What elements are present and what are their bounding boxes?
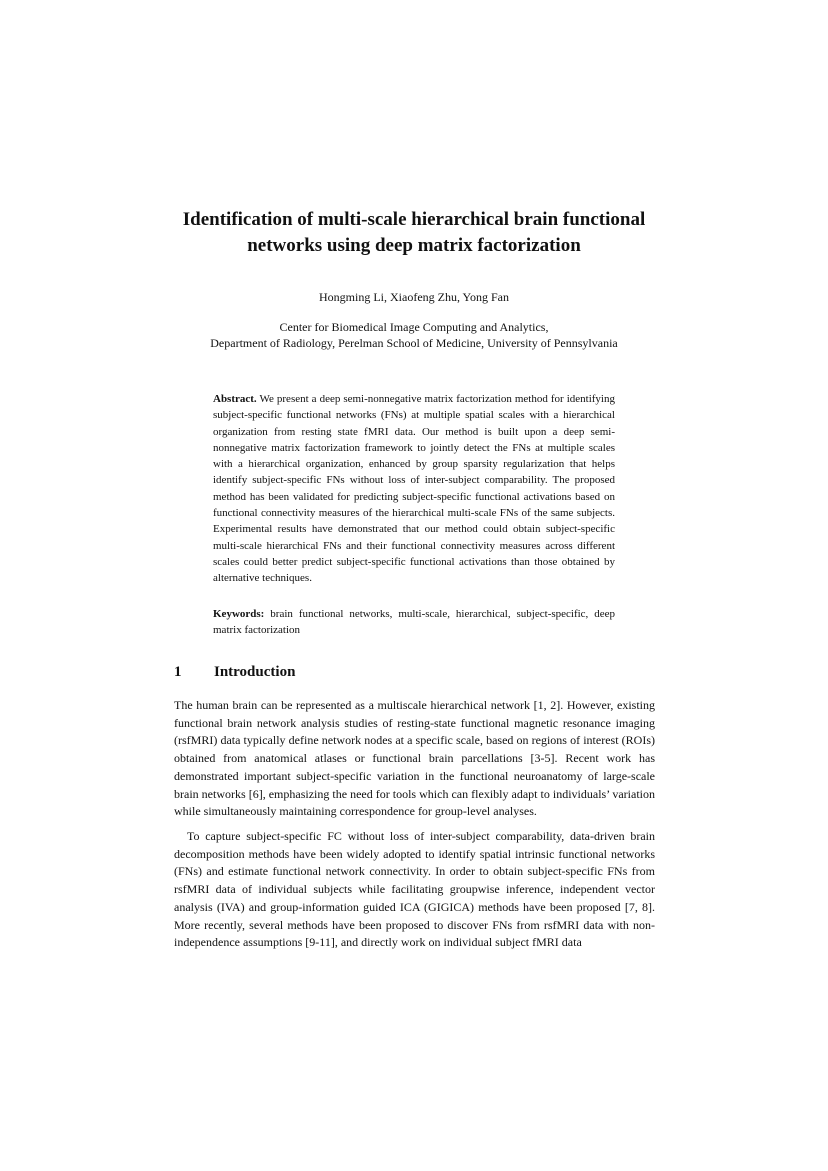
abstract-text: We present a deep semi-nonnegative matrix factorization method for identifying subject-specific functional networks (FNs) at multiple spatial scales with a hierarchical organization from resting state fMRI data. Our method is built upon a deep semi-nonnegative matrix factorization framework to jointly detect the FNs at multiple scales with a hierarchical organization, enhanced by group sparsity regularization that helps identify subject-specific FNs without loss of inter-subject comparability. The proposed method has been validated for predicting subject-specific functional activations based on functional connectivity measures of the hierarchical multi-scale FNs of the same subjects. Experimental results have demonstrated that our method could obtain subject-specific multi-scale hierarchical FNs and their functional connectivity measures across different scales could better predict subject-specific functional activations than those obtained by alternative techniques. [213,393,615,585]
section-title: Introduction [214,664,296,680]
abstract [213,391,615,587]
section-heading-introduction [174,662,295,682]
keywords-text: brain functional networks, multi-scale, hierarchical, subject-specific, deep matrix factorization [213,608,616,637]
affiliation [80,319,748,351]
author-list: Hongming Li, Xiaofeng Zhu, Yong Fan [319,290,509,304]
intro-paragraph-1: The human brain can be represented as a multiscale hierarchical network [1, 2]. However, existing functional brain network analysis studies of resting-state functional magnetic resonance imaging (rsfMRI) data typically define network nodes at a specific scale, based on regions of interest (ROIs) obtained from anatomical atlases or functional brain parcellations [3-5]. Recent work has demonstrated important subject-specific variation in the functional neuroanatomy of large-scale brain networks [6], emphasizing the need for tools which can flexibly adapt to individuals’ variation while simultaneously maintaining correspondence for group-level analyses. [174,698,655,819]
intro-paragraph-2: To capture subject-specific FC without loss of inter-subject comparability, data-driven brain decomposition methods have been widely adopted to identify spatial intrinsic functional networks (FNs) and estimate functional network connectivity. In order to obtain subject-specific FNs from rsfMRI data of individual subjects while facilitating groupwise inference, independent vector analysis (IVA) and group-information guided ICA (GIGICA) methods have been proposed [7, 8]. More recently, several methods have been proposed to discover FNs from rsfMRI data with non-independence assumptions [9-11], and directly work on individual subject fMRI data [174,829,655,950]
section-number: 1 [174,664,182,680]
paper-title: Identification of multi-scale hierarchical brain functional networks using deep matrix factorization [182,209,646,256]
abstract-label: Abstract. [213,393,257,405]
affiliation-line-2: Department of Radiology, Perelman School of Medicine, University of Pennsylvania [210,336,618,350]
keywords-label: Keywords: [213,608,265,620]
keywords [213,606,615,639]
affiliation-line-1: Center for Biomedical Image Computing and Analytics, [279,320,549,334]
